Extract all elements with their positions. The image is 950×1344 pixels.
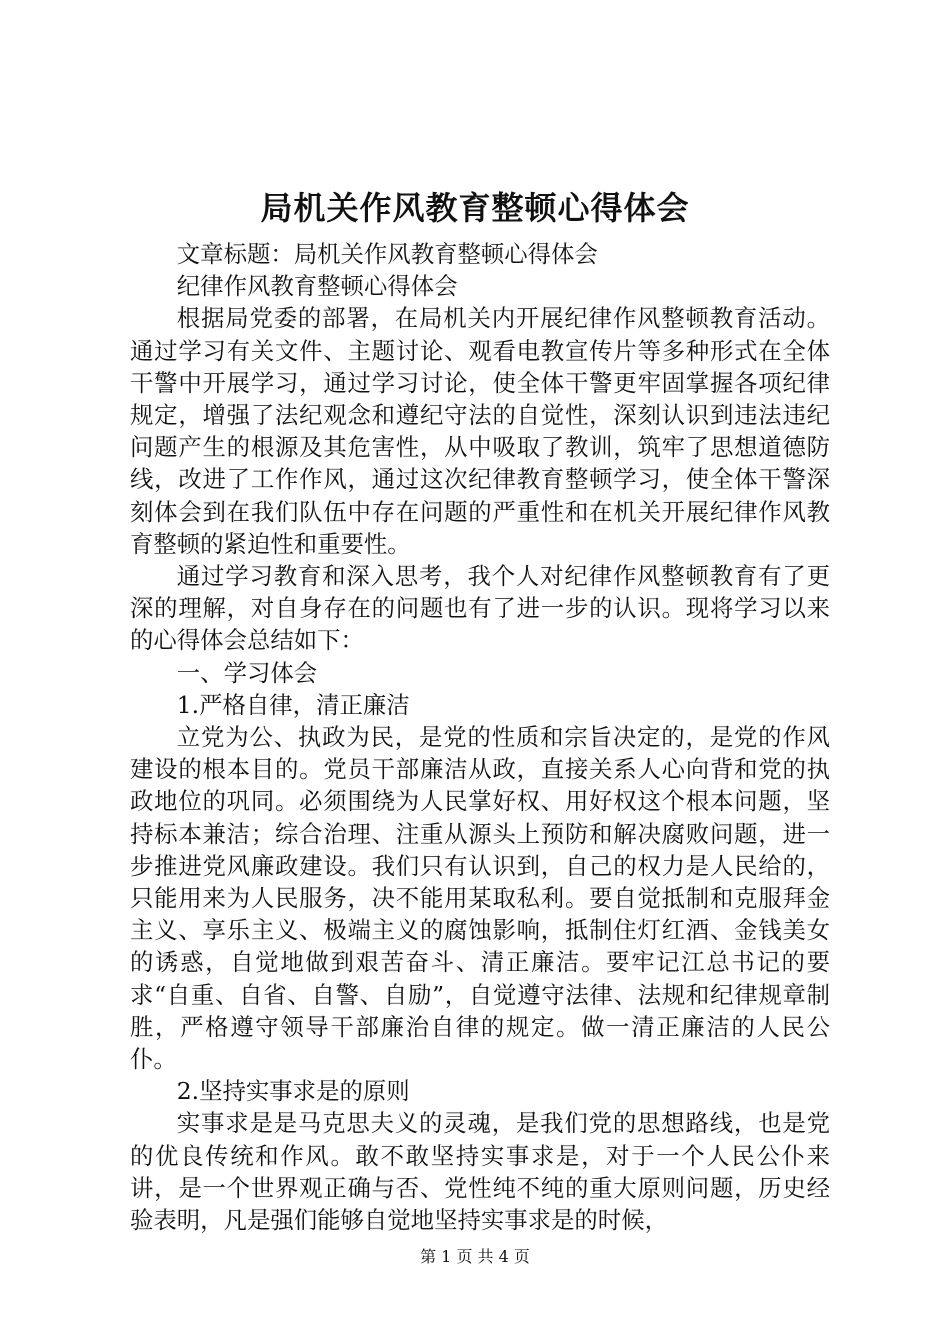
paragraph: 实事求是是马克思夫义的灵魂，是我们党的思想路线，也是党的优良传统和作风。敢不敢坚持实事求是，对于一个人民公仆来讲，是一个世界观正确与否、党性纯不纯的重大原则问题，历史经验表明，凡是强们能够自觉地坚持实事求是的时候，: [130, 1109, 830, 1235]
subtitle-line: 纪律作风教育整顿心得体会: [176, 272, 458, 301]
document-body: [130, 238, 830, 1236]
subsection-heading: 2.坚持实事求是的原则: [176, 1077, 410, 1106]
page-footer: 第 1 页 共 4 页: [420, 1247, 530, 1266]
paragraph: 立党为公、执政为民，是党的性质和宗旨决定的，是党的作风建设的根本目的。党员干部廉洁从政，直接关系人心向背和党的执政地位的巩同。必须围绕为人民掌好权、用好权这个根本问题，坚持标本兼洁；综合治理、注重从源头上预防和解决腐败问题，进一步推进党风廉政建设。我们只有认识到，自己的权力是人民给的，只能用来为人民服务，决不能用某取私利。要自觉抵制和克服拜金主义、享乐主义、极端主义的腐蚀影响，抵制住灯红酒、金钱美女的诱惑，自觉地做到艰苦奋斗、清正廉洁。要牢记江总书记的要求“自重、自省、自警、自励”，自觉遵守法律、法规和纪律规章制胜，严格遵守领导干部廉治自律的规定。做一清正廉洁的人民公仆。: [130, 723, 830, 1074]
paragraph: 根据局党委的部署，在局机关内开展纪律作风整顿教育活动。通过学习有关文件、主题讨论、观看电教宣传片等多种形式在全体干警中开展学习，通过学习讨论，使全体干警更牢固掌握各项纪律规定，增强了法纪观念和遵纪守法的自觉性，深刻认识到违法违纪问题产生的根源及其危害性，从中吸取了教训，筑牢了思想道德防线，改进了工作作风，通过这次纪律教育整顿学习，使全体干警深刻体会到在我们队伍中存在问题的严重性和在机关开展纪律作风教育整顿的紧迫性和重要性。: [130, 304, 830, 558]
article-title-line: 文章标题：局机关作风教育整顿心得体会: [176, 240, 598, 268]
document-title: 局机关作风教育整顿心得体会: [260, 189, 690, 227]
paragraph: 通过学习教育和深入思考，我个人对纪律作风整顿教育有了更深的理解，对自身存在的问题也有了进一步的认识。现将学习以来的心得体会总结如下：: [130, 562, 830, 655]
section-heading: 一、学习体会: [176, 658, 318, 687]
subsection-heading: 1.严格自律，清正廉洁: [176, 690, 410, 719]
